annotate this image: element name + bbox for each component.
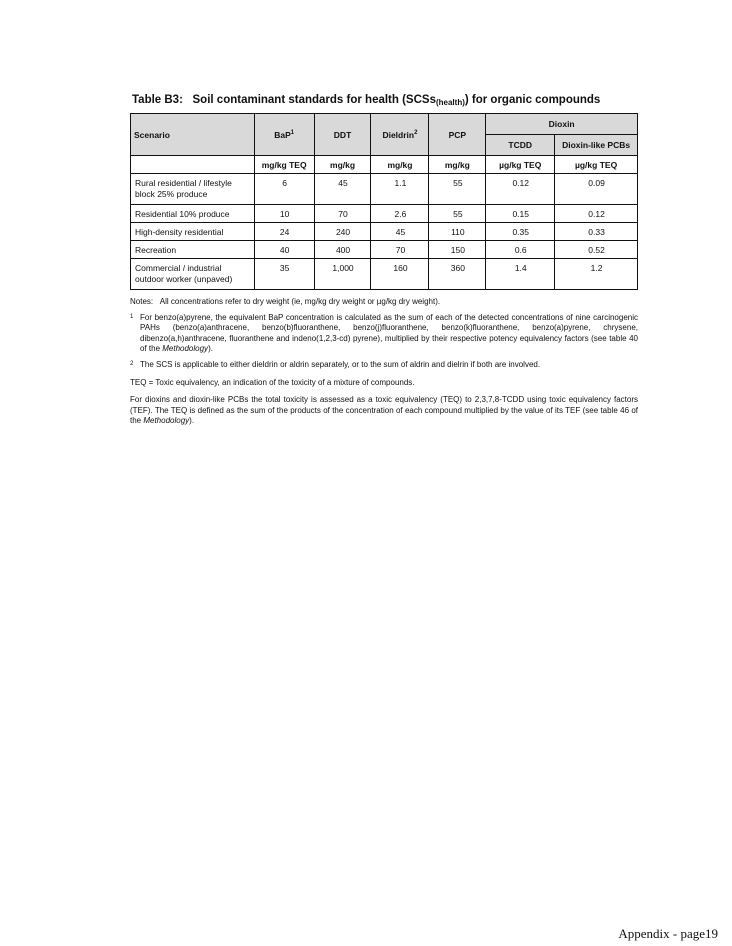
table-row xyxy=(131,205,638,223)
notes-section xyxy=(130,297,638,426)
scenario-cell: High-density residential xyxy=(131,223,255,241)
teq-definition: TEQ = Toxic equivalency, an indication of the toxicity of a mixture of compounds. xyxy=(130,378,415,388)
value-cell: 45 xyxy=(371,223,429,241)
value-cell: 70 xyxy=(314,205,371,223)
value-cell: 0.33 xyxy=(555,223,638,241)
table-row xyxy=(131,174,638,205)
unit-cell: mg/kg xyxy=(429,156,486,174)
value-cell: 160 xyxy=(371,259,429,290)
footnote-1-text: For benzo(a)pyrene, the equivalent BaP concentration is calculated as the sum of each of the detected concentrations of nine carcinogenic PAHs (benzo(a)anthracene, benzo(b)fluoranthene, benzo(j)fluoranthene, benzo(k)fluoranthene, benzo(a)pyrene, chrysene, dibenzo(a,h)anthracene, fluoranthene and indeno(1,2,3-cd) pyrene), multiplied by their respective potency equivalency factors (see table 40 of the Methodology). xyxy=(140,313,638,353)
value-cell: 150 xyxy=(429,241,486,259)
value-cell: 1.4 xyxy=(486,259,555,290)
value-cell: 40 xyxy=(254,241,314,259)
value-cell: 24 xyxy=(254,223,314,241)
value-cell: 35 xyxy=(254,259,314,290)
value-cell: 2.6 xyxy=(371,205,429,223)
soil-standards-table xyxy=(130,113,638,290)
table-row xyxy=(131,241,638,259)
value-cell: 45 xyxy=(314,174,371,205)
value-cell: 70 xyxy=(371,241,429,259)
header-dieldrin: Dieldrin$^2$ xyxy=(371,114,429,156)
header-tcdd: TCDD xyxy=(486,135,555,156)
value-cell: 1.2 xyxy=(555,259,638,290)
table-title-tail: ) for organic compounds xyxy=(464,94,601,106)
value-cell: 360 xyxy=(429,259,486,290)
document-content xyxy=(130,94,638,432)
header-ddt: DDT xyxy=(314,114,371,156)
header-pcp: PCP xyxy=(429,114,486,156)
table-title-label: Table B3: xyxy=(132,94,183,106)
header-dioxin: Dioxin xyxy=(486,114,638,135)
unit-cell: mg/kg xyxy=(371,156,429,174)
unit-cell: µg/kg TEQ xyxy=(555,156,638,174)
scenario-cell: Recreation xyxy=(131,241,255,259)
value-cell: 55 xyxy=(429,205,486,223)
footnote-2-mark: 2 xyxy=(130,361,134,368)
header-dioxin-like-pcbs: Dioxin-like PCBs xyxy=(555,135,638,156)
page-footer: Appendix - page19 xyxy=(618,926,718,941)
value-cell: 0.35 xyxy=(486,223,555,241)
value-cell: 0.6 xyxy=(486,241,555,259)
unit-cell: mg/kg TEQ xyxy=(254,156,314,174)
value-cell: 240 xyxy=(314,223,371,241)
value-cell: 10 xyxy=(254,205,314,223)
value-cell: 0.12 xyxy=(555,205,638,223)
value-cell: 400 xyxy=(314,241,371,259)
value-cell: 0.09 xyxy=(555,174,638,205)
footnote-2-text: The SCS is applicable to either dieldrin or aldrin separately, or to the sum of aldrin and dielrin if both are involved. xyxy=(140,360,541,370)
value-cell: 110 xyxy=(429,223,486,241)
table-row xyxy=(131,223,638,241)
value-cell: 1.1 xyxy=(371,174,429,205)
dioxin-note: For dioxins and dioxin-like PCBs the total toxicity is assessed as a toxic equivalency (TEQ) to 2,3,7,8-TCDD using toxic equivalency factors (TEF). The TEQ is defined as the sum of the products of the concentration of each compound multiplied by the value of its TEF (see table 46 of the Methodology). xyxy=(130,395,638,425)
value-cell: 55 xyxy=(429,174,486,205)
value-cell: 0.12 xyxy=(486,174,555,205)
table-title-subscript: (health) xyxy=(435,98,465,107)
header-bap: BaP$^1$ xyxy=(254,114,314,156)
footnote-1 xyxy=(130,313,638,354)
value-cell: 0.15 xyxy=(486,205,555,223)
footnote-2 xyxy=(130,360,638,370)
notes-main: Notes: All concentrations refer to dry weight (ie, mg/kg dry weight or µg/kg dry weight). xyxy=(130,297,441,306)
value-cell: 6 xyxy=(254,174,314,205)
value-cell: 0.52 xyxy=(555,241,638,259)
table-title xyxy=(132,94,638,106)
footnote-1-mark: 1 xyxy=(130,314,134,321)
scenario-cell: Residential 10% produce xyxy=(131,205,255,223)
scenario-cell: Commercial / industrial outdoor worker (unpaved) xyxy=(131,259,255,290)
value-cell: 1,000 xyxy=(314,259,371,290)
unit-cell: mg/kg xyxy=(314,156,371,174)
unit-cell: µg/kg TEQ xyxy=(486,156,555,174)
units-blank xyxy=(131,156,255,174)
table-row xyxy=(131,259,638,290)
table-title-text: Soil contaminant standards for health (SCSs xyxy=(192,94,436,106)
scenario-cell: Rural residential / lifestyle block 25% produce xyxy=(131,174,255,205)
header-scenario: Scenario xyxy=(131,114,255,156)
